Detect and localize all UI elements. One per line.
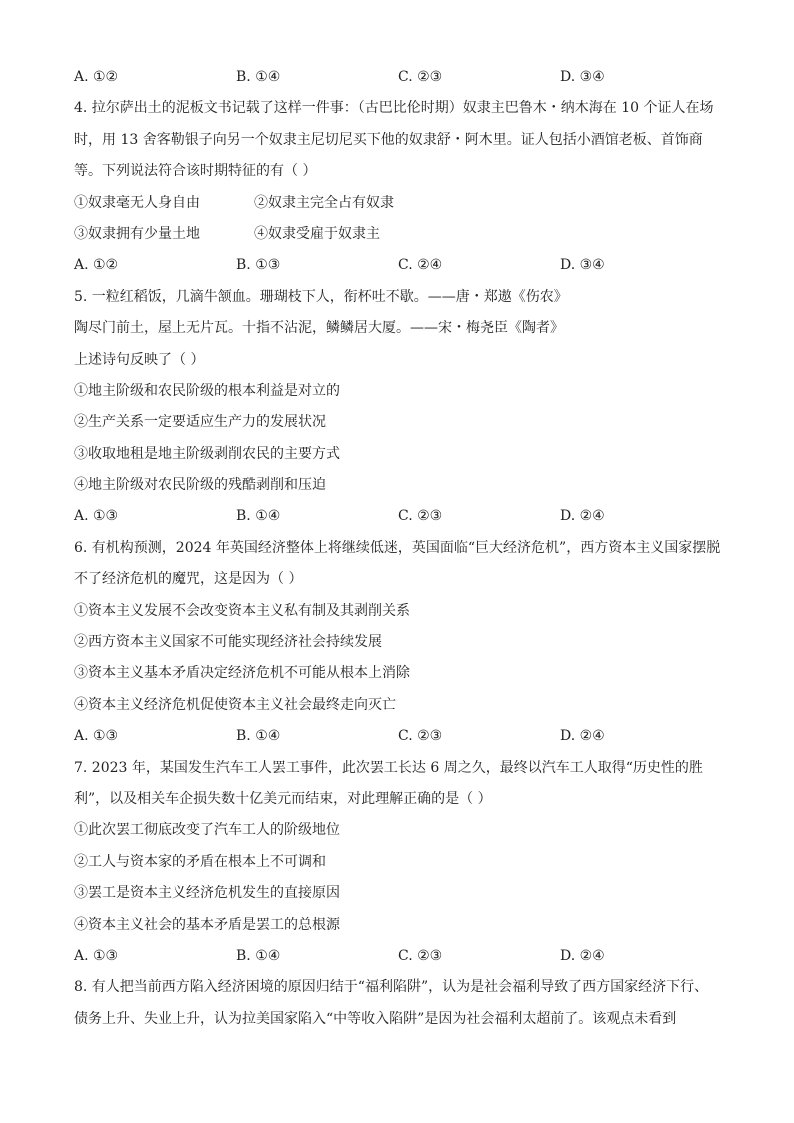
question-stem-line: 债务上升、失业上升，认为拉美国家陷入“中等收入陷阱”是因为社会福利太超前了。该观点未看到 [74, 1010, 677, 1027]
statement-item: ①资本主义发展不会改变资本主义私有制及其剥削关系 [74, 602, 410, 619]
question-6 [74, 533, 734, 753]
statement-item: ④资本主义社会的基本矛盾是罢工的总根源 [74, 916, 340, 933]
statement-item: ④地主阶级对农民阶级的残酷剥削和压迫 [74, 477, 326, 494]
statement-row [74, 188, 734, 219]
question-stem-line: 7. 2023 年，某国发生汽车工人罢工事件，此次罢工长达 6 周之久，最终以汽车工人取得“历史性的胜 [74, 759, 703, 776]
statement-item: ③收取地租是地主阶级剥削农民的主要方式 [74, 445, 340, 462]
question-stem-line: 不了经济危机的魔咒，这是因为（ ） [74, 571, 303, 588]
statement-item: ①此次罢工彻底改变了汽车工人的阶级地位 [74, 822, 340, 839]
question-stem-line: 上述诗句反映了（ ） [74, 351, 205, 368]
statement-item: ③罢工是资本主义经济危机发生的直接原因 [74, 885, 340, 902]
question-stem-line: 等。下列说法符合该时期特征的有（ ） [74, 163, 317, 180]
option-a: A. ①② [74, 69, 119, 85]
option-a: A. ①③ [74, 947, 119, 964]
statement-item: ④资本主义经济危机促使资本主义社会最终走向灭亡 [74, 696, 396, 713]
question-stem-line: 8. 有人把当前西方陷入经济困境的原因归结于“福利陷阱”，认为是社会福利导致了西方国家经济下行、 [74, 979, 709, 996]
statement-item: ②奴隶主完全占有奴隶 [254, 194, 394, 211]
option-d: D. ②④ [560, 947, 605, 964]
option-b: B. ①④ [236, 728, 281, 745]
option-d: D. ③④ [560, 69, 605, 85]
option-b: B. ①④ [236, 69, 281, 85]
option-d: D. ②④ [560, 508, 605, 525]
statement-item: ③资本主义基本矛盾决定经济危机不可能从根本上消除 [74, 665, 410, 682]
q6-options [74, 721, 734, 752]
q4-options [74, 250, 734, 281]
question-stem-line: 利”，以及相关车企损失数十亿美元而结束，对此理解正确的是（ ） [74, 790, 492, 807]
statement-item: ①地主阶级和农民阶级的根本利益是对立的 [74, 382, 340, 399]
option-d: D. ③④ [560, 257, 605, 274]
q3-options [74, 62, 734, 93]
option-c: C. ②③ [398, 947, 443, 964]
option-b: B. ①④ [236, 508, 281, 525]
statement-item: ②工人与资本家的矛盾在根本上不可调和 [74, 853, 326, 870]
option-c: C. ②④ [398, 257, 443, 274]
question-stem-line: 6. 有机构预测，2024 年英国经济整体上将继续低迷，英国面临“巨大经济危机”，西方资本主义国家摆脱 [74, 539, 721, 556]
q7-options [74, 941, 734, 972]
statement-item: ④奴隶受雇于奴隶主 [254, 225, 380, 242]
question-stem-line: 5. 一粒红稻饭，几滴牛颔血。珊瑚枝下人，衔杯吐不歇。——唐・郑遨《伤农》 [74, 288, 568, 305]
question-7 [74, 753, 734, 973]
option-b: B. ①④ [236, 947, 281, 964]
option-a: A. ①③ [74, 728, 119, 745]
question-stem-line: 时，用 13 舍客勒银子向另一个奴隶主尼切尼买下他的奴隶舒・阿木里。证人包括小酒馆老板、首饰商 [74, 131, 703, 148]
question-5 [74, 282, 734, 533]
option-c: C. ②③ [398, 508, 443, 525]
option-b: B. ①③ [236, 257, 281, 274]
statement-item: ①奴隶毫无人身自由 [74, 194, 200, 211]
option-c: C. ②③ [398, 69, 443, 85]
statement-item: ②生产关系一定要适应生产力的发展状况 [74, 414, 326, 431]
statement-item: ②西方资本主义国家不可能实现经济社会持续发展 [74, 634, 382, 651]
question-stem-line: 陶尽门前土，屋上无片瓦。十指不沾泥，鳞鳞居大厦。——宋・梅尧臣《陶者》 [74, 320, 564, 337]
option-c: C. ②③ [398, 728, 443, 745]
statement-row [74, 219, 734, 250]
statement-item: ③奴隶拥有少量土地 [74, 225, 200, 242]
question-8 [74, 972, 734, 1035]
question-4 [74, 93, 734, 281]
option-a: A. ①② [74, 257, 119, 274]
option-a: A. ①③ [74, 508, 119, 525]
option-d: D. ②④ [560, 728, 605, 745]
question-stem-line: 4. 拉尔萨出土的泥板文书记载了这样一件事：（古巴比伦时期）奴隶主巴鲁木・纳木海在 10 个证人在场 [74, 100, 714, 117]
q5-options [74, 501, 734, 532]
